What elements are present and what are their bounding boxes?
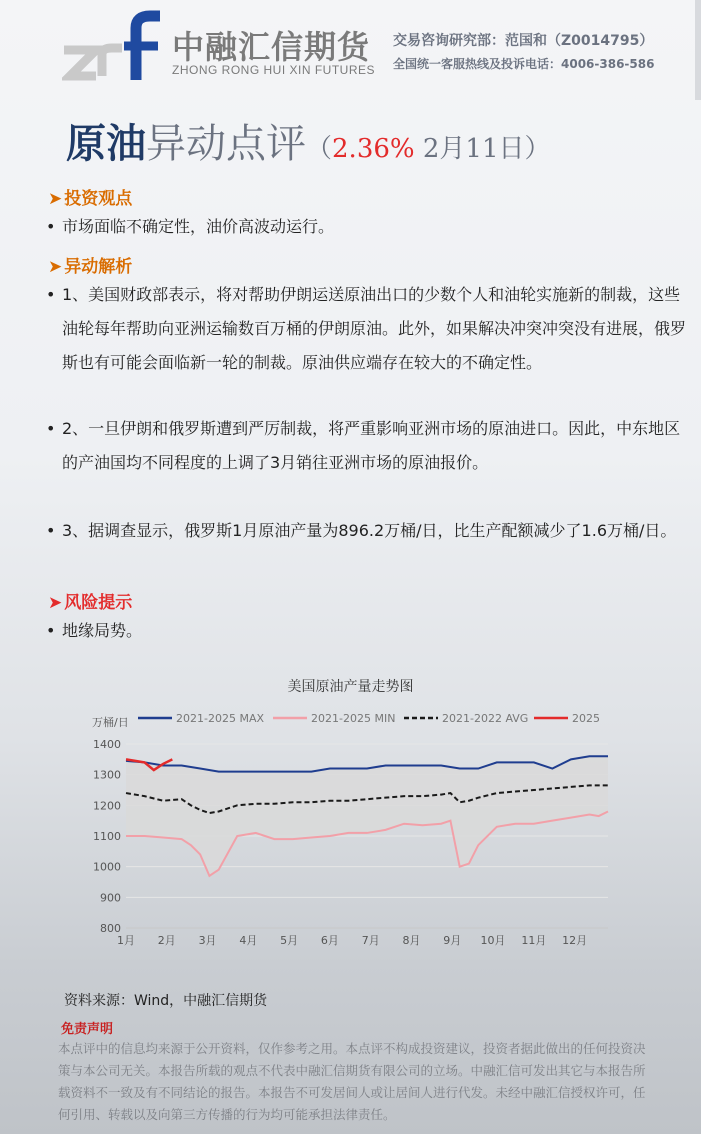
y-tick-label: 1400 (93, 738, 121, 751)
x-tick-label: 4月 (239, 934, 258, 947)
risk-paragraph: • 地缘局势。 (46, 621, 143, 640)
x-tick-label: 7月 (361, 934, 380, 947)
title-main: 原油 (66, 120, 146, 167)
logo-text-cn: 中融汇信期货 (172, 28, 371, 66)
hotline: 全国统一客服热线及投诉电话：4006-386-586 (393, 57, 655, 71)
x-tick-label: 5月 (280, 934, 299, 947)
research-contact: 交易咨询研究部：范国和（Z0014795） (393, 33, 654, 49)
x-tick-label: 12月 (562, 934, 588, 947)
x-tick-label: 6月 (320, 934, 339, 947)
y-tick-label: 1300 (93, 768, 121, 782)
x-tick-label: 2月 (157, 934, 176, 947)
legend-label: 2021-2022 AVG (442, 712, 529, 725)
range-band (126, 756, 608, 876)
chart-title: 美国原油产量走势图 (287, 679, 414, 695)
legend-label: 2021-2025 MIN (311, 712, 396, 725)
x-tick-label: 10月 (480, 934, 506, 947)
disclaimer-heading: 免责声明 (61, 1022, 114, 1037)
production-chart (88, 700, 628, 962)
arrow-icon: ➤ (48, 189, 63, 209)
analysis-paragraph-3: • 3、据调查显示，俄罗斯1月原油产量为896.2万桶/日，比生产配额减少了1.6万桶/日。 (46, 521, 677, 540)
logo-icon (62, 10, 162, 82)
section-heading-analysis: ➤ 异动解析 (48, 257, 133, 277)
analysis-paragraph-1: • 1、美国财政部表示，将对帮助伊朗运送原油出口的少数个人和油轮实施新的制裁，这些油轮每年帮助向亚洲运输数百万桶的伊朗原油。此外，如果解决冲突冲突没有进展，俄罗斯也有可能会面临新一轮的制裁。原油供应端存在较大的不确定性。 (46, 285, 687, 372)
title-date: 2月11日） (414, 134, 551, 164)
title-paren: （ (306, 134, 333, 164)
source-note: 资料来源：Wind，中融汇信期货 (64, 993, 268, 1009)
y-axis-label: 万桶/日 (92, 716, 129, 729)
x-tick-label: 1月 (117, 934, 135, 947)
logo-text-en: ZHONG RONG HUI XIN FUTURES (172, 63, 376, 77)
page-title (66, 112, 551, 169)
title-change: 2.36% (332, 134, 415, 164)
legend-label: 2021-2025 MAX (176, 712, 265, 725)
x-tick-label: 9月 (443, 934, 462, 947)
y-tick-label: 1100 (93, 830, 121, 843)
legend-label: 2025 (572, 712, 600, 725)
analysis-paragraph-2: • 2、一旦伊朗和俄罗斯遭到严厉制裁，将严重影响亚洲市场的原油进口。因此，中东地区的产油国均不同程度的上调了3月销往亚洲市场的原油报价。 (46, 419, 681, 472)
x-tick-label: 3月 (198, 934, 217, 947)
section-heading-risk: ➤ 风险提示 (48, 593, 133, 613)
y-tick-label: 900 (100, 891, 121, 905)
arrow-icon: ➤ (48, 257, 63, 277)
y-tick-label: 1200 (93, 799, 121, 813)
disclaimer-text: 本点评中的信息均来源于公开资料，仅作参考之用。本点评不构成投资建议，投资者据此做出的任何投资决策与本公司无关。本报告所载的观点不代表中融汇信期货有限公司的立场。中融汇信可发出其它与本报告所载资料不一致及有不同结论的报告。本报告不可发居间人或让居间人进行代发。未经中融汇信授权许可，任何引用、转载以及向第三方传播的行为均可能承担法律责任。 (58, 1041, 646, 1122)
header (0, 0, 701, 92)
view-paragraph: • 市场面临不确定性，油价高波动运行。 (46, 217, 335, 236)
y-tick-label: 1000 (93, 860, 121, 874)
x-tick-label: 8月 (402, 934, 421, 947)
section-heading-view: ➤ 投资观点 (48, 189, 133, 209)
header-divider (695, 0, 701, 100)
x-tick-label: 11月 (521, 934, 547, 947)
y-tick-label: 800 (100, 922, 121, 935)
title-sub: 异动点评 (146, 121, 306, 167)
arrow-icon: ➤ (48, 593, 63, 613)
